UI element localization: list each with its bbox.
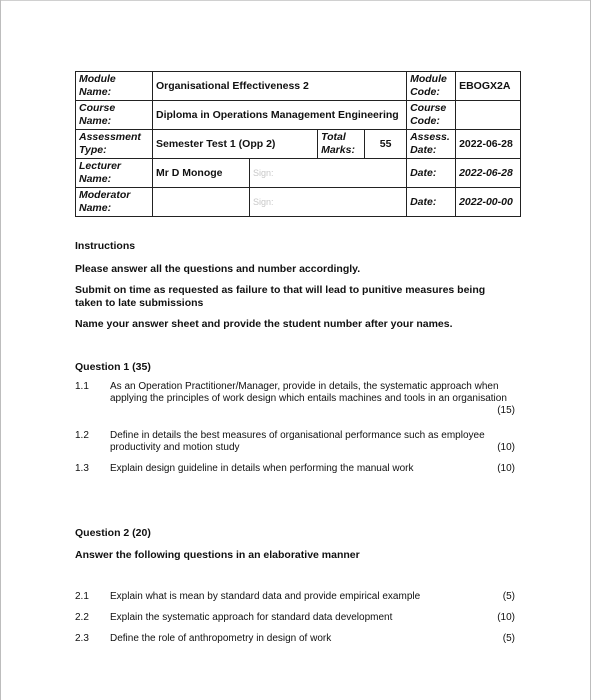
question-text: Define the role of anthropometry in design of work [110, 633, 332, 644]
lecturer-sign-field: Sign: [250, 159, 407, 188]
course-name-label: Course Name: [76, 101, 153, 130]
question-item [75, 463, 520, 477]
module-code-label: Module Code: [407, 72, 456, 101]
instruction-line-3: Name your answer sheet and provide the student number after your names. [75, 318, 453, 330]
question-text: As an Operation Practitioner/Manager, provide in details, the systematic approach when applying the principles of work design which entails machines and tools in an organisation [110, 381, 507, 404]
module-info-table [75, 71, 521, 217]
moderator-sign-field: Sign: [250, 188, 407, 217]
question-marks: (5) [502, 633, 515, 644]
question-marks: (15) [497, 405, 515, 416]
lecturer-date-label: Date: [407, 159, 456, 188]
total-marks-value: 55 [365, 130, 407, 159]
question-marks: (10) [497, 612, 515, 623]
course-code-label: Course Code: [407, 101, 456, 130]
page-border-top [0, 0, 591, 1]
question-number: 1.1 [75, 381, 89, 392]
question-text: Explain what is mean by standard data and provide empirical example [110, 591, 421, 602]
question-marks: (5) [502, 591, 515, 602]
question-number: 2.3 [75, 633, 89, 644]
lecturer-name-label: Lecturer Name: [76, 159, 153, 188]
assessment-type-label: Assessment Type: [76, 130, 153, 159]
module-name-label: Module Name: [76, 72, 153, 101]
moderator-name-value [153, 188, 250, 217]
question-text: Define in details the best measures of organisational performance such as employee productivity and motion study [110, 430, 485, 453]
question-number: 2.1 [75, 591, 89, 602]
module-name-value: Organisational Effectiveness 2 [153, 72, 407, 101]
moderator-date-value: 2022-00-00 [456, 188, 521, 217]
page-border-left [0, 0, 1, 700]
question-item [75, 381, 520, 421]
module-code-value: EBOGX2A [456, 72, 521, 101]
instruction-line-2: Submit on time as requested as failure to that will lead to punitive measures being taken to late submissions [75, 284, 486, 309]
total-marks-label: Total Marks: [318, 130, 365, 159]
question-2-title: Question 2 (20) [75, 527, 151, 539]
assessment-type-value: Semester Test 1 (Opp 2) [153, 130, 318, 159]
instruction-line-1: Please answer all the questions and number accordingly. [75, 263, 361, 275]
question-number: 2.2 [75, 612, 89, 623]
question-marks: (10) [497, 463, 515, 474]
question-item [75, 430, 520, 458]
question-text: Explain the systematic approach for standard data development [110, 612, 393, 623]
question-text: Explain design guideline in details when performing the manual work [110, 463, 414, 474]
course-code-value [456, 101, 521, 130]
assess-date-value: 2022-06-28 [456, 130, 521, 159]
question-number: 1.3 [75, 463, 89, 474]
course-name-value: Diploma in Operations Management Engineering [153, 101, 407, 130]
question-marks: (10) [497, 442, 515, 453]
question-number: 1.2 [75, 430, 89, 441]
moderator-date-label: Date: [407, 188, 456, 217]
question-1-title: Question 1 (35) [75, 361, 151, 373]
page-border-right [590, 0, 591, 700]
lecturer-date-value: 2022-06-28 [456, 159, 521, 188]
question-item [75, 591, 520, 605]
moderator-name-label: Moderator Name: [76, 188, 153, 217]
instructions-heading: Instructions [75, 240, 136, 252]
lecturer-name-value: Mr D Monoge [153, 159, 250, 188]
question-item [75, 612, 520, 626]
question-2-subtitle: Answer the following questions in an elaborative manner [75, 549, 360, 561]
question-item [75, 633, 520, 647]
assess-date-label: Assess. Date: [407, 130, 456, 159]
